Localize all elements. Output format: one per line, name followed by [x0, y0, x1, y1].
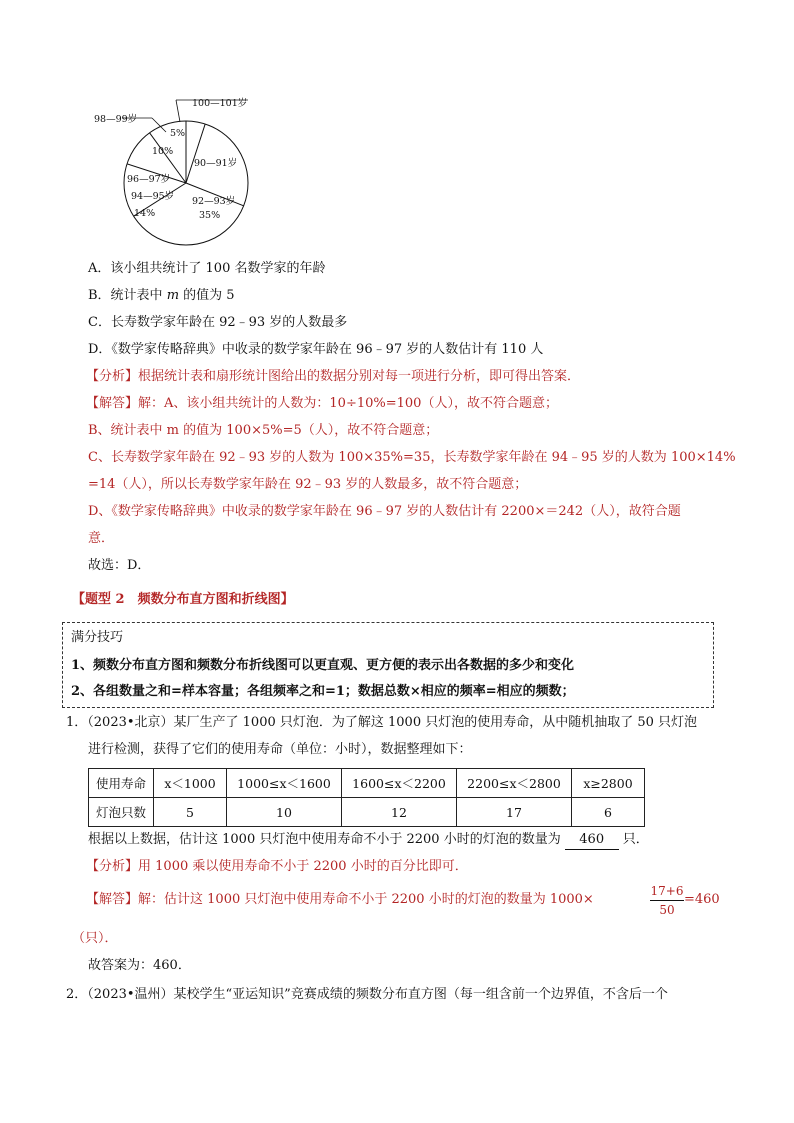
- table-cell: 10: [227, 798, 342, 827]
- answer-d2: 意．: [88, 531, 115, 546]
- table-cell: x≥2800: [572, 769, 645, 798]
- label-5pct: 5%: [170, 128, 186, 139]
- problem1-stem2: 进行检测，获得了它们的使用寿命（单位：小时），数据整理如下：: [88, 742, 472, 757]
- choice: 故选：D．: [88, 558, 151, 573]
- option-d: D．《数学家传略辞典》中收录的数学家年龄在 96﹣97 岁的人数估计有 110 人: [88, 342, 544, 357]
- answer-c2: =14（人），所以长寿数学家年龄在 92﹣93 岁的人数最多，故不符合题意；: [88, 477, 528, 492]
- tips-head: 满分技巧: [71, 630, 124, 645]
- answer-c1: C、长寿数学家年龄在 92﹣93 岁的人数为 100×35%=35，长寿数学家年龄在 94﹣95 岁的人数为 100×14%: [88, 450, 736, 465]
- label-100-101: 100—101岁: [192, 98, 248, 109]
- option-a: A．该小组共统计了 100 名数学家的年龄: [88, 261, 326, 276]
- table-row: [89, 798, 645, 827]
- analysis-tag: 【分析】: [86, 859, 139, 874]
- table-cell: x＜1000: [154, 769, 227, 798]
- fraction-denominator: 50: [659, 903, 675, 917]
- fraction: [650, 884, 684, 917]
- option-b: [88, 287, 235, 305]
- lifetime-table: [88, 768, 645, 827]
- label-35pct: 35%: [199, 210, 221, 221]
- problem2-stem: 2．（2023•温州）某校学生“亚运知识”竞赛成绩的频数分布直方图（每一组含前一个边界值，不含后一个: [66, 987, 668, 1002]
- answer-d1: D、《数学家传略辞典》中收录的数学家年龄在 96﹣97 岁的人数估计有 2200×＝242（人），故符合题: [88, 504, 681, 519]
- answer-tag: 【解答】: [86, 396, 139, 411]
- table-cell: 17: [457, 798, 572, 827]
- option-b-var: m: [166, 288, 180, 303]
- question-text: 根据以上数据，估计这 1000 只灯泡中使用寿命不小于 2200 小时的灯泡的数量为: [88, 832, 561, 847]
- analysis-text: 用 1000 乘以使用寿命不小于 2200 小时的百分比即可．: [138, 859, 468, 874]
- analysis-2: [86, 858, 468, 876]
- pie-chart: [88, 92, 288, 252]
- table-cell: 6: [572, 798, 645, 827]
- tips-item-2: 2、各组数量之和=样本容量；各组频率之和=1；数据总数×相应的频率=相应的频数；: [71, 684, 575, 699]
- problem1-question: [88, 831, 649, 850]
- table-cell: 使用寿命: [89, 769, 154, 798]
- fraction-numerator: 17+6: [650, 884, 684, 898]
- label-90-91: 90—91岁: [194, 158, 238, 169]
- answer-blank: 460: [565, 831, 619, 850]
- label-10pct: 10%: [152, 146, 174, 157]
- option-b-text2: 的值为 5: [179, 288, 235, 303]
- fraction-bar: [650, 900, 684, 901]
- answer-b: B、统计表中 m 的值为 100×5%=5（人），故不符合题意；: [88, 423, 439, 438]
- answer-2: [86, 891, 594, 909]
- answer-a: [86, 395, 558, 413]
- table-cell: 1600≤x＜2200: [342, 769, 457, 798]
- table-cell: 灯泡只数: [89, 798, 154, 827]
- option-b-text: B．统计表中: [88, 288, 167, 303]
- answer-unit: （只）．: [72, 931, 118, 946]
- table-cell: 5: [154, 798, 227, 827]
- leader-100-101-b: [176, 100, 180, 122]
- table-cell: 12: [342, 798, 457, 827]
- answer-tag: 【解答】: [86, 892, 139, 907]
- analysis-1: [86, 368, 580, 386]
- analysis-text: 根据统计表和扇形统计图给出的数据分别对每一项进行分析，即可得出答案．: [138, 369, 581, 384]
- table-cell: 2200≤x＜2800: [457, 769, 572, 798]
- option-c: C．长寿数学家年龄在 92﹣93 岁的人数最多: [88, 315, 348, 330]
- label-96-97: 96—97岁: [127, 174, 171, 185]
- tips-item-1: 1、频数分布直方图和频数分布折线图可以更直观、更方便的表示出各数据的多少和变化: [71, 658, 575, 673]
- answer-a-text: 解：A、该小组共统计的人数为：10÷10%=100（人），故不符合题意；: [138, 396, 558, 411]
- final-answer: 故答案为：460．: [88, 958, 191, 973]
- label-14pct: 14%: [134, 208, 156, 219]
- answer-text: 解：估计这 1000 只灯泡中使用寿命不小于 2200 小时的灯泡的数量为 1000×: [138, 892, 594, 907]
- analysis-tag: 【分析】: [86, 369, 139, 384]
- label-94-95: 94—95岁: [131, 191, 175, 202]
- label-98-99: 98—99岁: [94, 114, 138, 125]
- table-row: [89, 769, 645, 798]
- problem1-stem1: 1．（2023•北京）某厂生产了 1000 只灯泡．为了解这 1000 只灯泡的使用寿命，从中随机抽取了 50 只灯泡: [66, 715, 698, 730]
- answer-eq: =460: [684, 892, 720, 907]
- label-92-93: 92—93岁: [192, 196, 236, 207]
- pie-svg: [88, 92, 288, 252]
- section-title: 【题型 2 频数分布直方图和折线图】: [72, 592, 294, 607]
- pie-slice-boundary: [186, 124, 205, 183]
- question-tail: 只．: [622, 832, 649, 847]
- table-cell: 1000≤x＜1600: [227, 769, 342, 798]
- tips-box: [62, 622, 714, 708]
